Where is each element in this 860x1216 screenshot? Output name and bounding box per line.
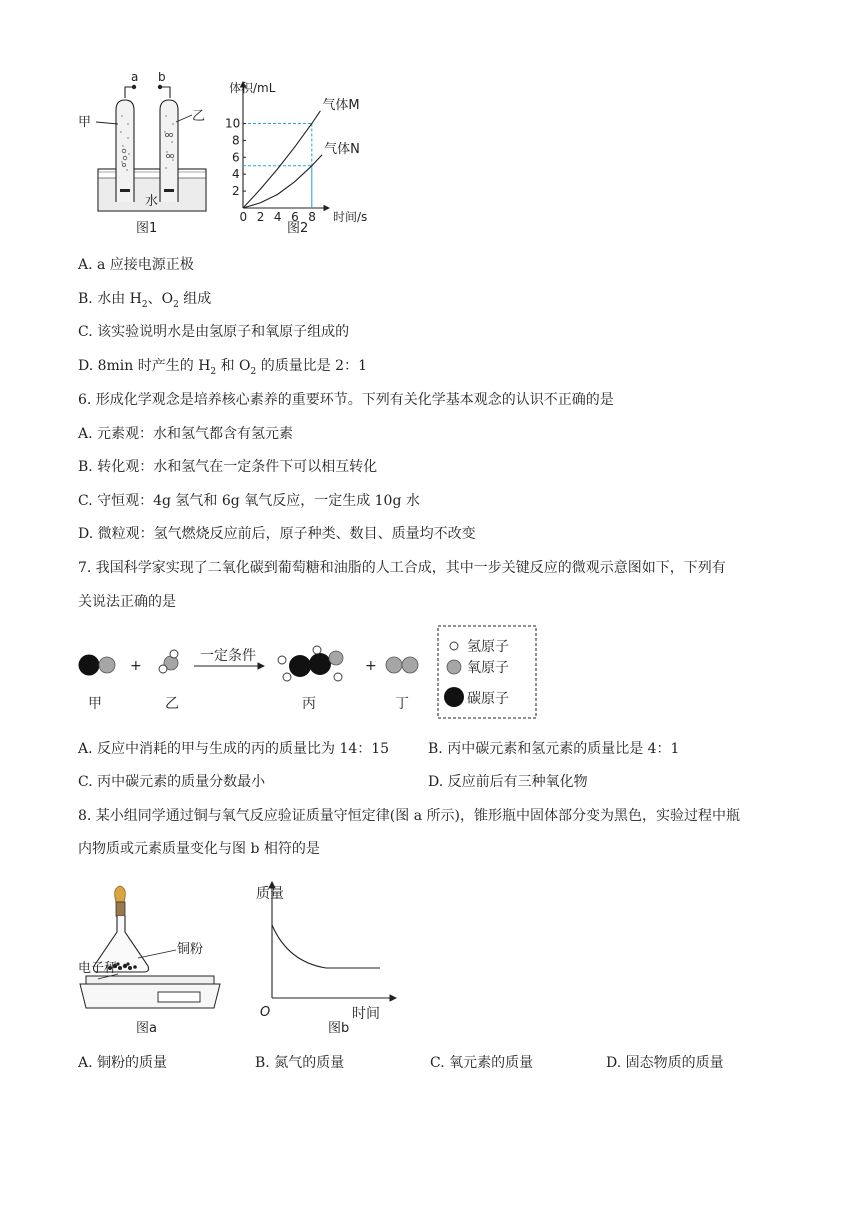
terminal-b-label: b: [158, 72, 166, 84]
q7-option-c: C. 丙中碳元素的质量分数最小: [78, 774, 266, 790]
molecule-bing: [278, 646, 343, 681]
figure1-electrolysis-apparatus: [78, 72, 228, 238]
q7-option-d: D. 反应前后有三种氧化物: [428, 774, 588, 790]
y-tick-6: 6: [232, 150, 240, 165]
q6-stem: 6. 形成化学观念是培养核心素养的重要环节。下列有关化学基本观念的认识不正确的是: [78, 392, 614, 408]
plus-sign-1: +: [130, 658, 142, 674]
q6-option-b: B. 转化观：水和氢气在一定条件下可以相互转化: [78, 459, 378, 475]
reaction-condition: 一定条件: [200, 648, 256, 664]
q7-option-b: B. 丙中碳元素和氢元素的质量比是 4：1: [428, 741, 680, 757]
tube-right-label: 乙: [192, 109, 206, 124]
figure2-gas-volume-chart: [225, 76, 385, 236]
label-yi: 乙: [165, 696, 179, 712]
figure-a-flask-on-scale: [76, 880, 226, 1040]
y-axis-label: 体积/mL: [229, 81, 276, 95]
figure-b-origin: O: [260, 1005, 271, 1020]
q6-option-a: A. 元素观：水和氢气都含有氢元素: [78, 426, 294, 442]
x-tick-4: 4: [273, 210, 282, 224]
legend-oxygen: 氧原子: [467, 660, 509, 676]
water-label: 水: [145, 194, 159, 209]
molecule-jia: [79, 655, 116, 676]
x-tick-6: 6: [291, 210, 299, 224]
q5-option-c: C. 该实验说明水是由氢原子和氧原子组成的: [78, 324, 350, 340]
q5-option-a: A. a 应接电源正极: [78, 257, 194, 273]
x-axis-label: 时间/s: [333, 210, 368, 224]
q7-option-a: A. 反应中消耗的甲与生成的丙的质量比为 14：15: [78, 741, 390, 757]
x-tick-8: 8: [308, 210, 316, 224]
q5-option-b: B. 水由 $H_2$、$O_2$ 组成: [78, 291, 212, 310]
series-label-gas-n: 气体N: [324, 141, 360, 157]
y-tick-4: 4: [232, 167, 240, 182]
powder-label: 铜粉: [177, 942, 204, 957]
q7-stem-line2: 关说法正确的是: [78, 594, 176, 610]
molecule-ding: [386, 657, 418, 673]
x-tick-2: 2: [256, 210, 265, 224]
tube-left-label: 甲: [78, 115, 92, 130]
scale-label: 电子秤: [78, 961, 118, 976]
q8-option-b: B. 氮气的质量: [255, 1055, 345, 1071]
label-ding: 丁: [395, 696, 409, 712]
q6-option-c: C. 守恒观：4g 氢气和 6g 氧气反应，一定生成 10g 水: [78, 493, 420, 509]
figure-b-mass-time-graph: [248, 870, 408, 1040]
figure-b-xlabel: 时间: [352, 1006, 380, 1022]
figure-b-caption: 图b: [328, 1021, 350, 1036]
q8-option-c: C. 氧元素的质量: [430, 1055, 534, 1071]
q7-reaction-diagram: [74, 622, 544, 722]
y-tick-2: 2: [232, 184, 240, 199]
label-bing: 丙: [302, 696, 316, 712]
q5-option-d: D. 8min 时产生的 $H_2$ 和 $O_2$ 的质量比是 2：1: [78, 358, 367, 377]
y-tick-8: 8: [232, 133, 240, 148]
x-tick-0: 0: [239, 210, 248, 224]
series-line-gas-m: [243, 111, 320, 208]
figure-b-ylabel-text: 质量: [256, 886, 284, 902]
q8-option-d: D. 固态物质的质量: [606, 1055, 724, 1071]
legend-carbon: 碳原子: [467, 691, 509, 707]
series-label-gas-m: 气体M: [322, 97, 360, 113]
figure-b-ylabel: [256, 886, 284, 902]
figure1-caption: 图1: [136, 221, 158, 236]
molecule-yi: [159, 650, 178, 673]
legend-hydrogen: 氢原子: [467, 639, 509, 655]
label-jia: 甲: [88, 696, 102, 712]
q7-stem-line1: 7. 我国科学家实现了二氧化碳到葡萄糖和油脂的人工合成，其中一步关键反应的微观示意图如下，下列有: [78, 560, 726, 576]
q6-option-d: D. 微粒观：氢气燃烧反应前后，原子种类、数目、质量均不改变: [78, 526, 476, 542]
plus-sign-2: +: [365, 658, 377, 674]
q8-stem-line1: 8. 某小组同学通过铜与氧气反应验证质量守恒定律(图 a 所示)，锥形瓶中固体部分变为黑色，实验过程中瓶: [78, 808, 740, 824]
q8-stem-line2: 内物质或元素质量变化与图 b 相符的是: [78, 841, 320, 857]
q8-option-a: A. 铜粉的质量: [78, 1055, 168, 1071]
figure-a-caption: 图a: [136, 1021, 157, 1036]
figure2-caption: 图2: [287, 221, 309, 236]
terminal-a-label: a: [131, 72, 139, 84]
y-tick-10: 10: [225, 116, 241, 131]
